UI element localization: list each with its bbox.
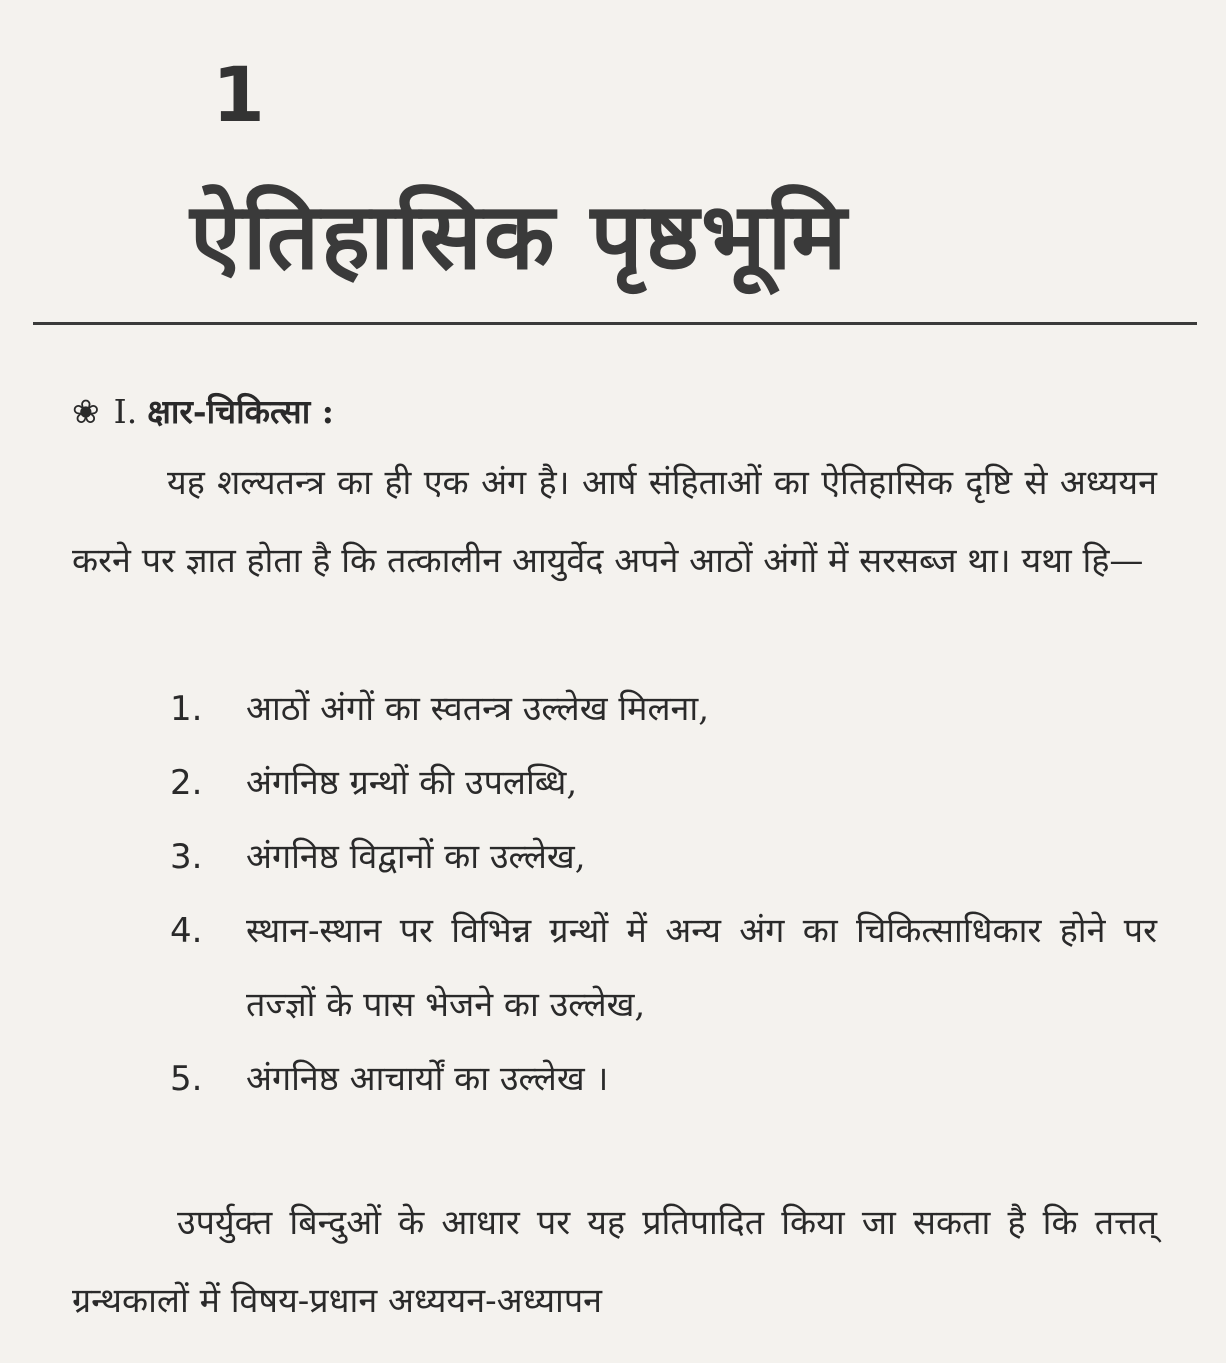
flower-icon: ❀: [72, 392, 100, 431]
numbered-list: [170, 672, 1157, 1116]
list-item: [170, 672, 1157, 746]
list-item: [170, 746, 1157, 820]
paragraph-intro: यह शल्यतन्त्र का ही एक अंग है। आर्ष संहिताओं का ऐतिहासिक दृष्टि से अध्ययन करने पर ज्ञात होता है कि तत्कालीन आयुर्वेद अपने आठों अंगों में सरसब्ज था। यथा हि—: [72, 463, 1157, 581]
list-item: [170, 894, 1157, 1042]
list-item-text: अंगनिष्ठ आचार्यों का उल्लेख ।: [246, 1059, 609, 1099]
list-item-number: 3.: [170, 837, 203, 877]
section-number: I.: [113, 392, 138, 431]
list-item: [170, 1042, 1157, 1116]
list-item-number: 1.: [170, 689, 203, 729]
chapter-title: ऐतिहासिक पृष्ठभूमि: [190, 183, 849, 290]
section-heading: [72, 388, 334, 433]
list-item-number: 4.: [170, 911, 203, 951]
list-item-number: 2.: [170, 763, 203, 803]
list-item-number: 5.: [170, 1059, 203, 1099]
list-item-text: आठों अंगों का स्वतन्त्र उल्लेख मिलना,: [246, 689, 710, 729]
list-item: [170, 820, 1157, 894]
chapter-number: 1: [212, 50, 265, 139]
list-item-text: अंगनिष्ठ ग्रन्थों की उपलब्धि,: [246, 763, 578, 803]
section-title: क्षार-चिकित्सा :: [147, 392, 334, 431]
list-item-text: स्थान-स्थान पर विभिन्न ग्रन्थों में अन्य अंग का चिकित्साधिकार होने पर तज्ज्ञों के पास भेजने का उल्लेख,: [246, 911, 1157, 1025]
title-divider: [33, 322, 1197, 325]
list-item-text: अंगनिष्ठ विद्वानों का उल्लेख,: [246, 837, 586, 877]
paragraph-conclusion: उपर्युक्त बिन्दुओं के आधार पर यह प्रतिपादित किया जा सकता है कि तत्तत् ग्रन्थकालों में विषय-प्रधान अध्ययन-अध्यापन: [72, 1203, 1157, 1321]
